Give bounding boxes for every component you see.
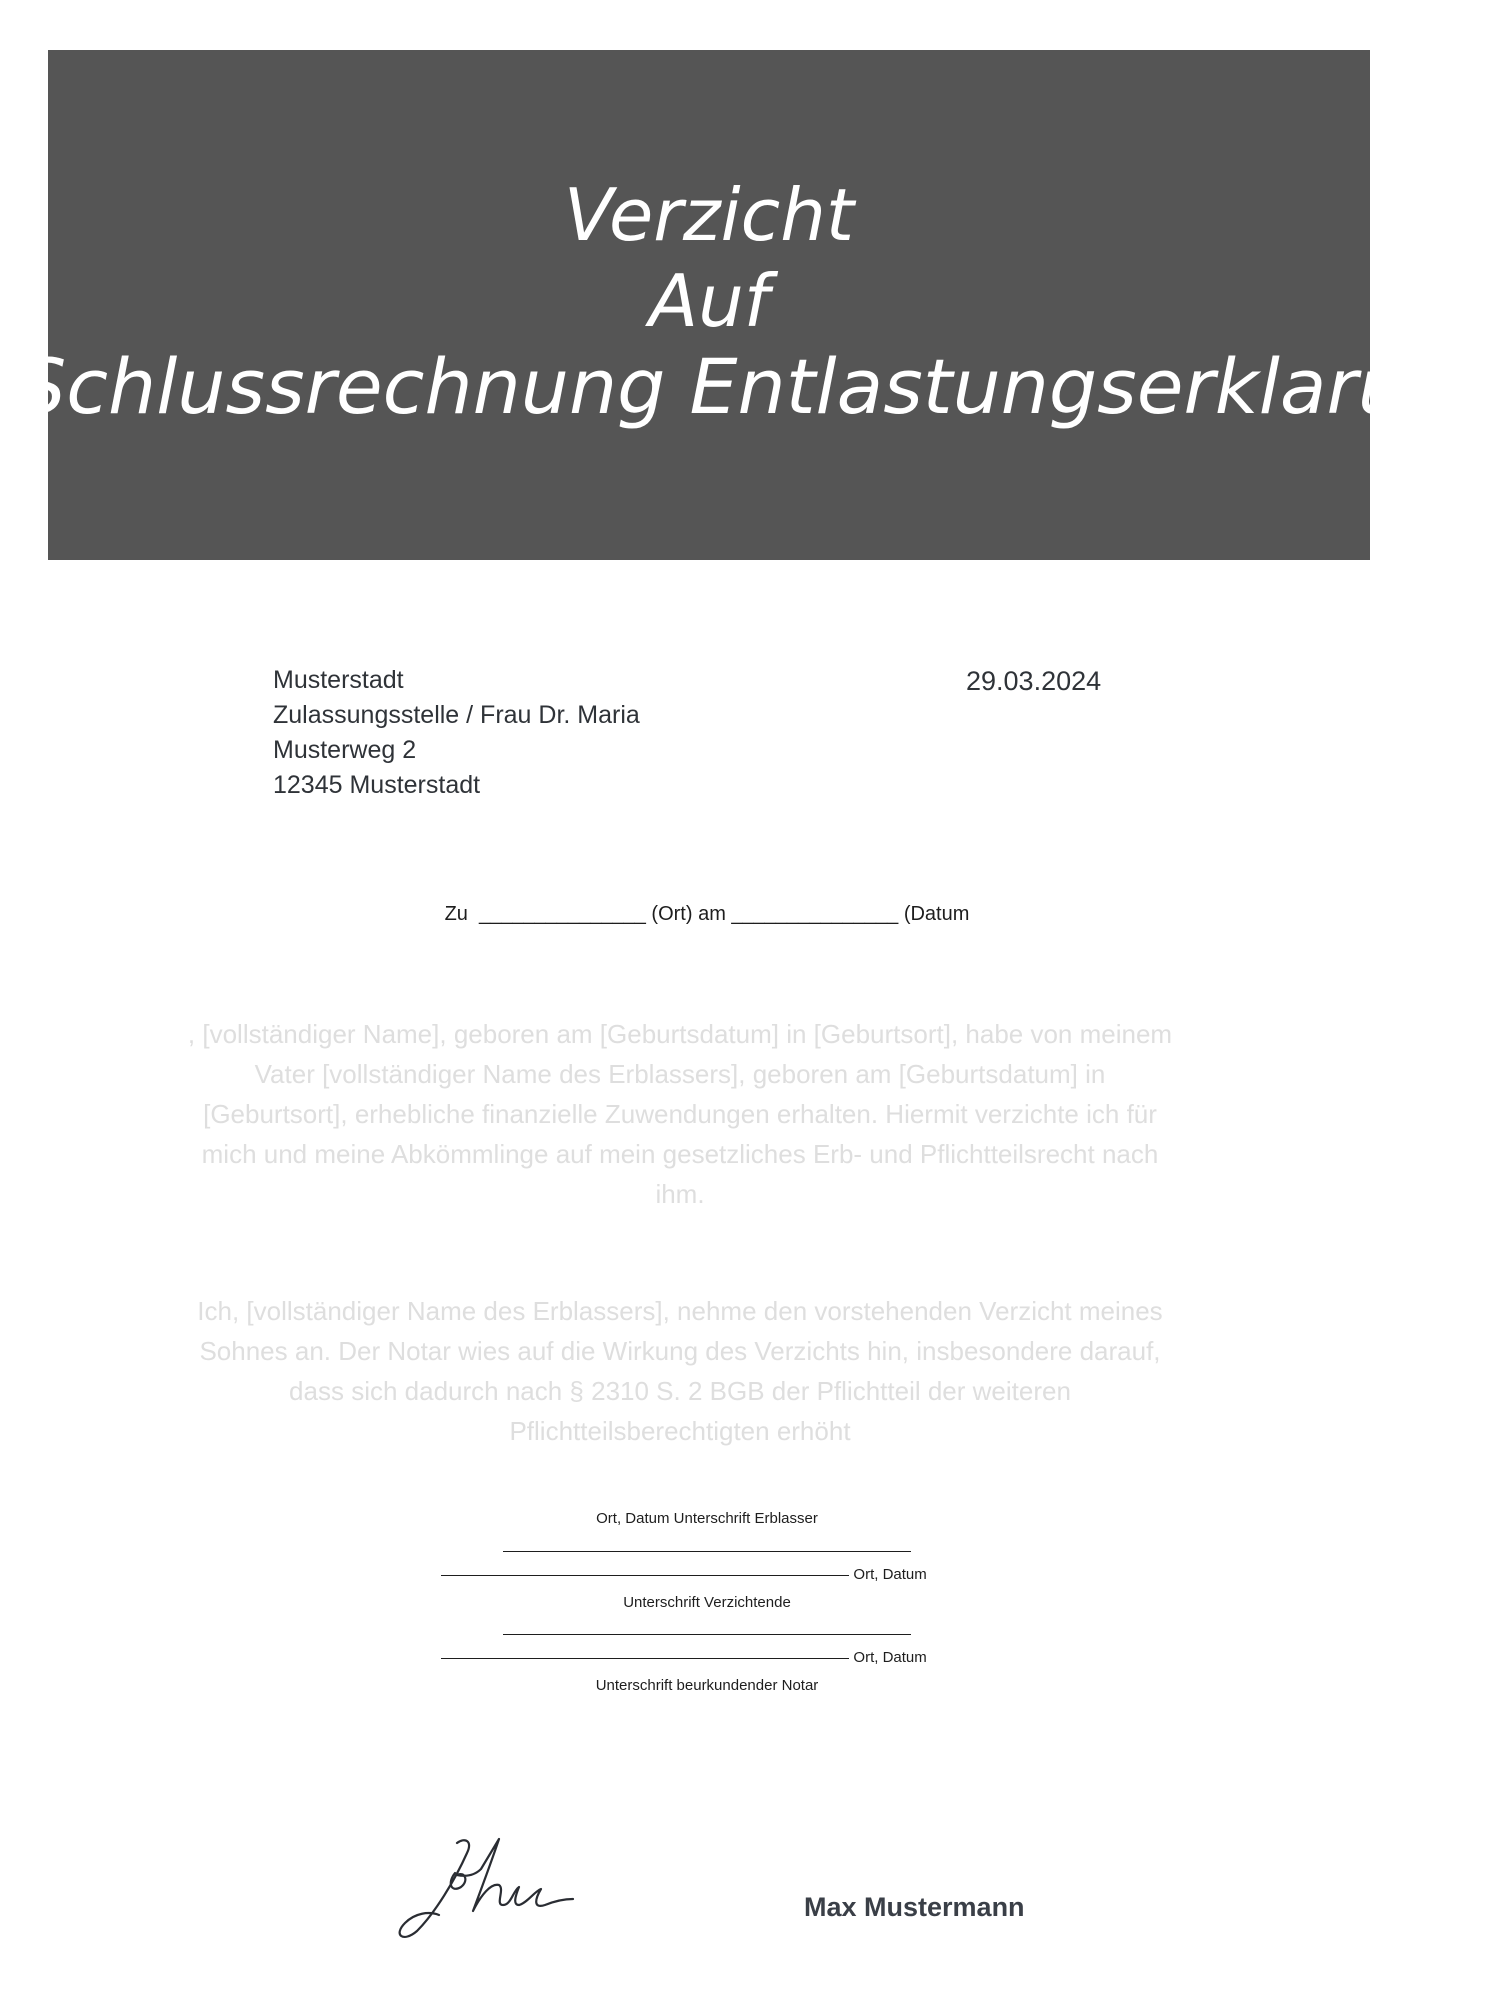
title-line-1: Verzicht	[563, 173, 855, 258]
sender-line-4: 12345 Musterstadt	[273, 771, 481, 799]
sender-line-1: Musterstadt	[273, 666, 404, 694]
rule-line	[441, 1657, 849, 1659]
rule-line	[503, 1633, 911, 1635]
paragraph-annahme: Ich, [vollständiger Name des Erblassers], nehme den vorstehenden Verzicht meines Sohnes an. Der Notar wies auf die Wirkung des Verzichts hin, insbesondere darauf, dass sich dadurch nach § 2310 S. 2 BGB der Pflichtteil der weiteren Pflichtteilsberechtigten erhöht	[197, 1296, 1163, 1446]
sender-line-2: Zulassungsstelle / Frau Dr. Maria	[273, 701, 640, 729]
ort-datum-label-2: Ort, Datum	[853, 1649, 927, 1666]
document-title	[18, 172, 1502, 432]
title-line-2: Auf	[648, 259, 770, 344]
place-date-line: Zu _______________ (Ort) am _______________ (Datum	[444, 903, 970, 925]
label-notar: Unterschrift beurkundender Notar	[595, 1677, 819, 1694]
rule-line	[441, 1574, 849, 1576]
ort-datum-row-1	[0, 1566, 1414, 1583]
sender-address	[273, 663, 640, 803]
signature-rule-1	[0, 1542, 1414, 1559]
ort-datum-row-2	[0, 1649, 1414, 1666]
rule-line	[503, 1550, 911, 1552]
label-verzichtende: Unterschrift Verzichtende	[623, 1594, 791, 1611]
signer-name: Max Mustermann	[804, 1892, 1025, 1922]
header-banner	[18, 50, 1502, 560]
paragraph-verzicht: , [vollständiger Name], geboren am [Geburtsdatum] in [Geburtsort], habe von meinem Vater [vollständiger Name des Erblassers], geboren am [Geburtsdatum] in [Geburtsort], erhebliche finanzielle Zuwendungen erhalten. Hiermit verzichte ich für mich und meine Abkömmlinge auf mein gesetzliches Erb- und Pflichtteilsrecht nach ihm.	[187, 1019, 1173, 1209]
signature-rule-2	[0, 1625, 1414, 1642]
ort-datum-label-1: Ort, Datum	[853, 1566, 927, 1583]
sender-line-3: Musterweg 2	[273, 736, 417, 764]
title-line-3: Schlussrechnung Entlastungserklarung	[18, 342, 1502, 432]
document-date: 29.03.2024	[966, 666, 1102, 696]
handwritten-signature-john	[395, 1835, 595, 1945]
label-erblasser: Ort, Datum Unterschrift Erblasser	[596, 1510, 818, 1527]
